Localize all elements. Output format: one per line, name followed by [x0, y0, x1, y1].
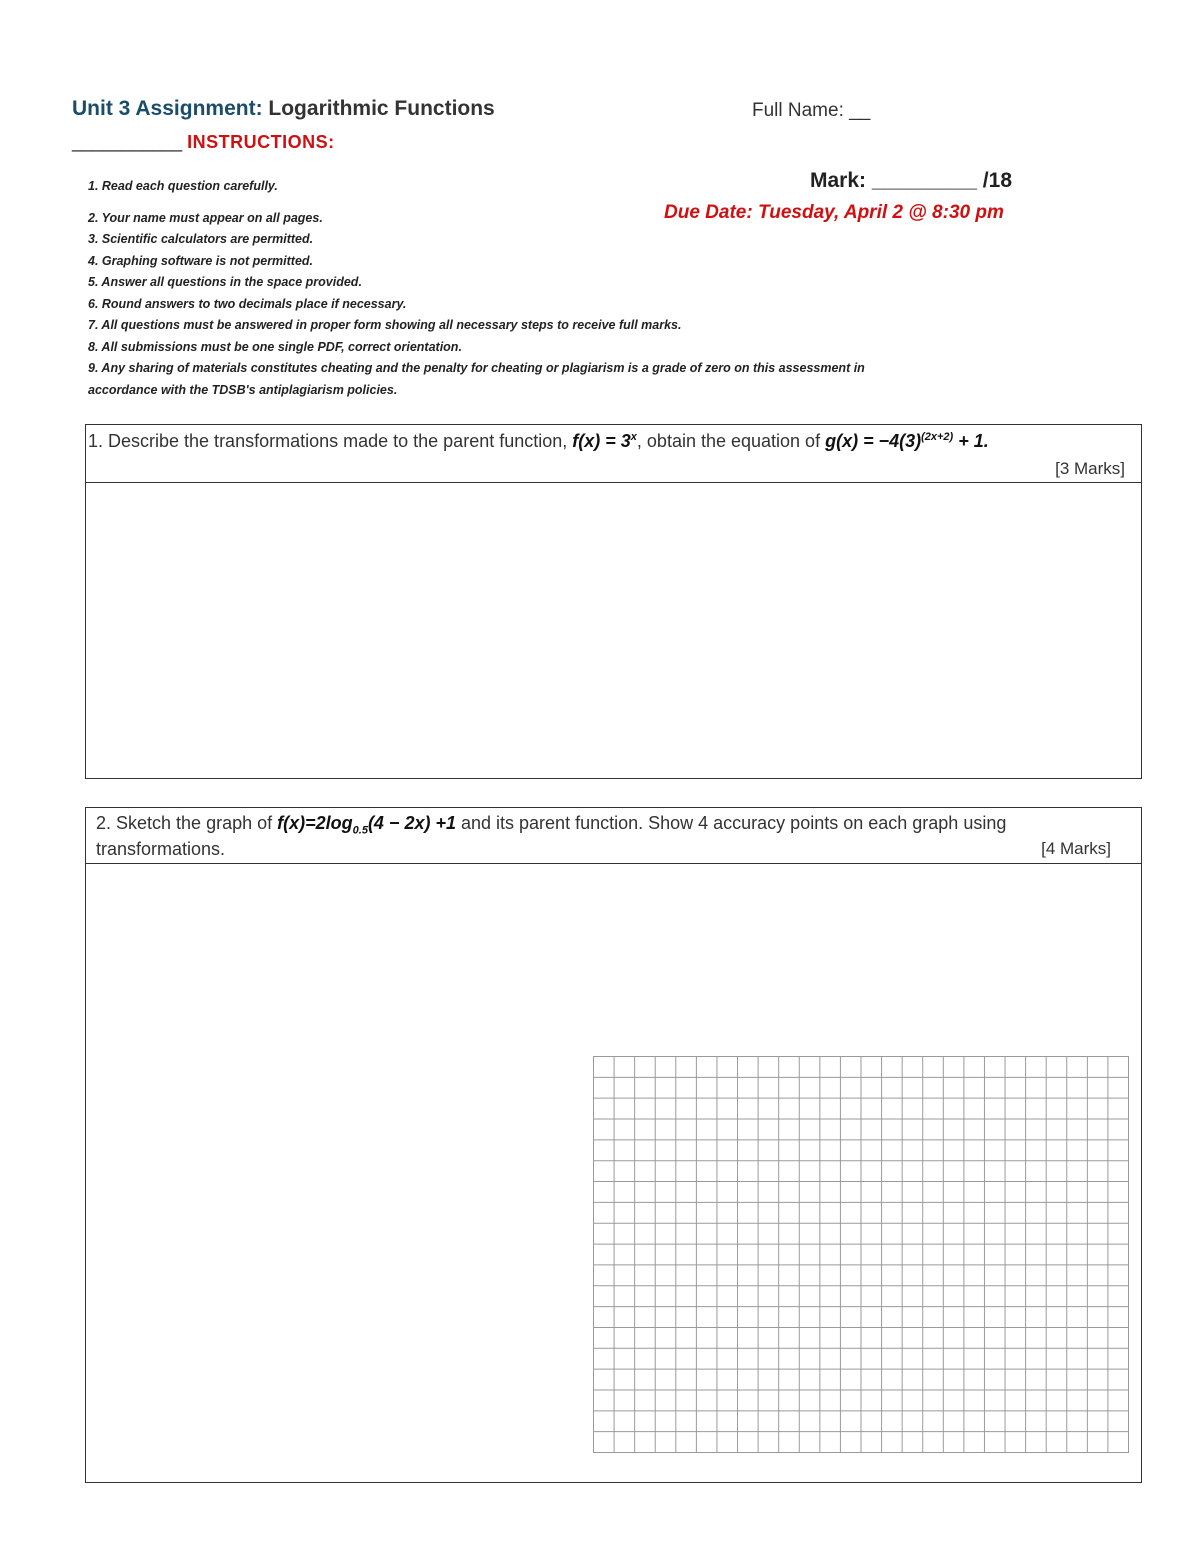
instruction-item: 4. Graphing software is not permitted. [88, 253, 314, 268]
instruction-item: 5. Answer all questions in the space provided. [88, 275, 362, 289]
instruction-item: 7. All questions must be answered in proper form showing all necessary steps to receive full marks. [88, 318, 682, 332]
title-topic: Logarithmic Functions [268, 97, 495, 120]
q1-prefix: 1. Describe the transformations made to the parent function, [88, 431, 573, 451]
q2-prefix: 2. Sketch the graph of [96, 813, 278, 833]
q2-suffix: and its parent function. Show 4 accuracy points on each graph using [456, 813, 1007, 833]
instructions-list [88, 176, 1088, 401]
graph-paper-grid[interactable] [593, 1056, 1129, 1453]
q1-middle: , obtain the equation of [636, 431, 826, 451]
title-unit: Unit 3 Assignment: [72, 97, 269, 120]
due-date: Due Date: Tuesday, April 2 @ 8:30 pm [664, 202, 1004, 223]
mark-label: Mark: _________ /18 [810, 169, 1012, 192]
q2-function: $f(x)=2\log_{0.5}(4 - 2x) +1$ [277, 813, 456, 837]
instruction-item: 1. Read each question carefully. [88, 179, 278, 193]
q1-parent-function: $f(x) = 3^x$ [572, 431, 637, 451]
instructions-heading: INSTRUCTIONS: [187, 132, 335, 152]
instruction-item: 3. Scientific calculators are permitted. [88, 232, 314, 246]
question-1-marks: [3 Marks] [1055, 459, 1125, 478]
instruction-item: accordance with the TDSB's antiplagiarism policies. [88, 382, 398, 397]
instruction-item: 6. Round answers to two decimals place if necessary. [88, 296, 407, 311]
question-2-header [85, 807, 1142, 864]
instruction-item: 2. Your name must appear on all pages. [88, 210, 323, 225]
q1-target-function: $g(x) = -4(3)^{(2x+2)} + 1$. [825, 431, 989, 451]
full-name-label: Full Name: __ [752, 100, 871, 121]
question-1-header [85, 424, 1142, 483]
instruction-item: 9. Any sharing of materials constitutes cheating and the penalty for cheating or plagiarism is a grade of zero on this assessment in [88, 361, 865, 375]
name-blank: ___________ [72, 132, 188, 152]
question-2-text [96, 813, 1006, 837]
question-1-text [88, 431, 989, 452]
instructions-heading-line [72, 132, 335, 153]
question-2-marks: [4 Marks] [1041, 839, 1111, 858]
instruction-item: 8. All submissions must be one single PDF, correct orientation. [88, 339, 462, 354]
page-title [72, 97, 495, 121]
question-1-answer-area[interactable] [85, 482, 1142, 779]
question-2-text-line2: transformations. [96, 839, 226, 859]
